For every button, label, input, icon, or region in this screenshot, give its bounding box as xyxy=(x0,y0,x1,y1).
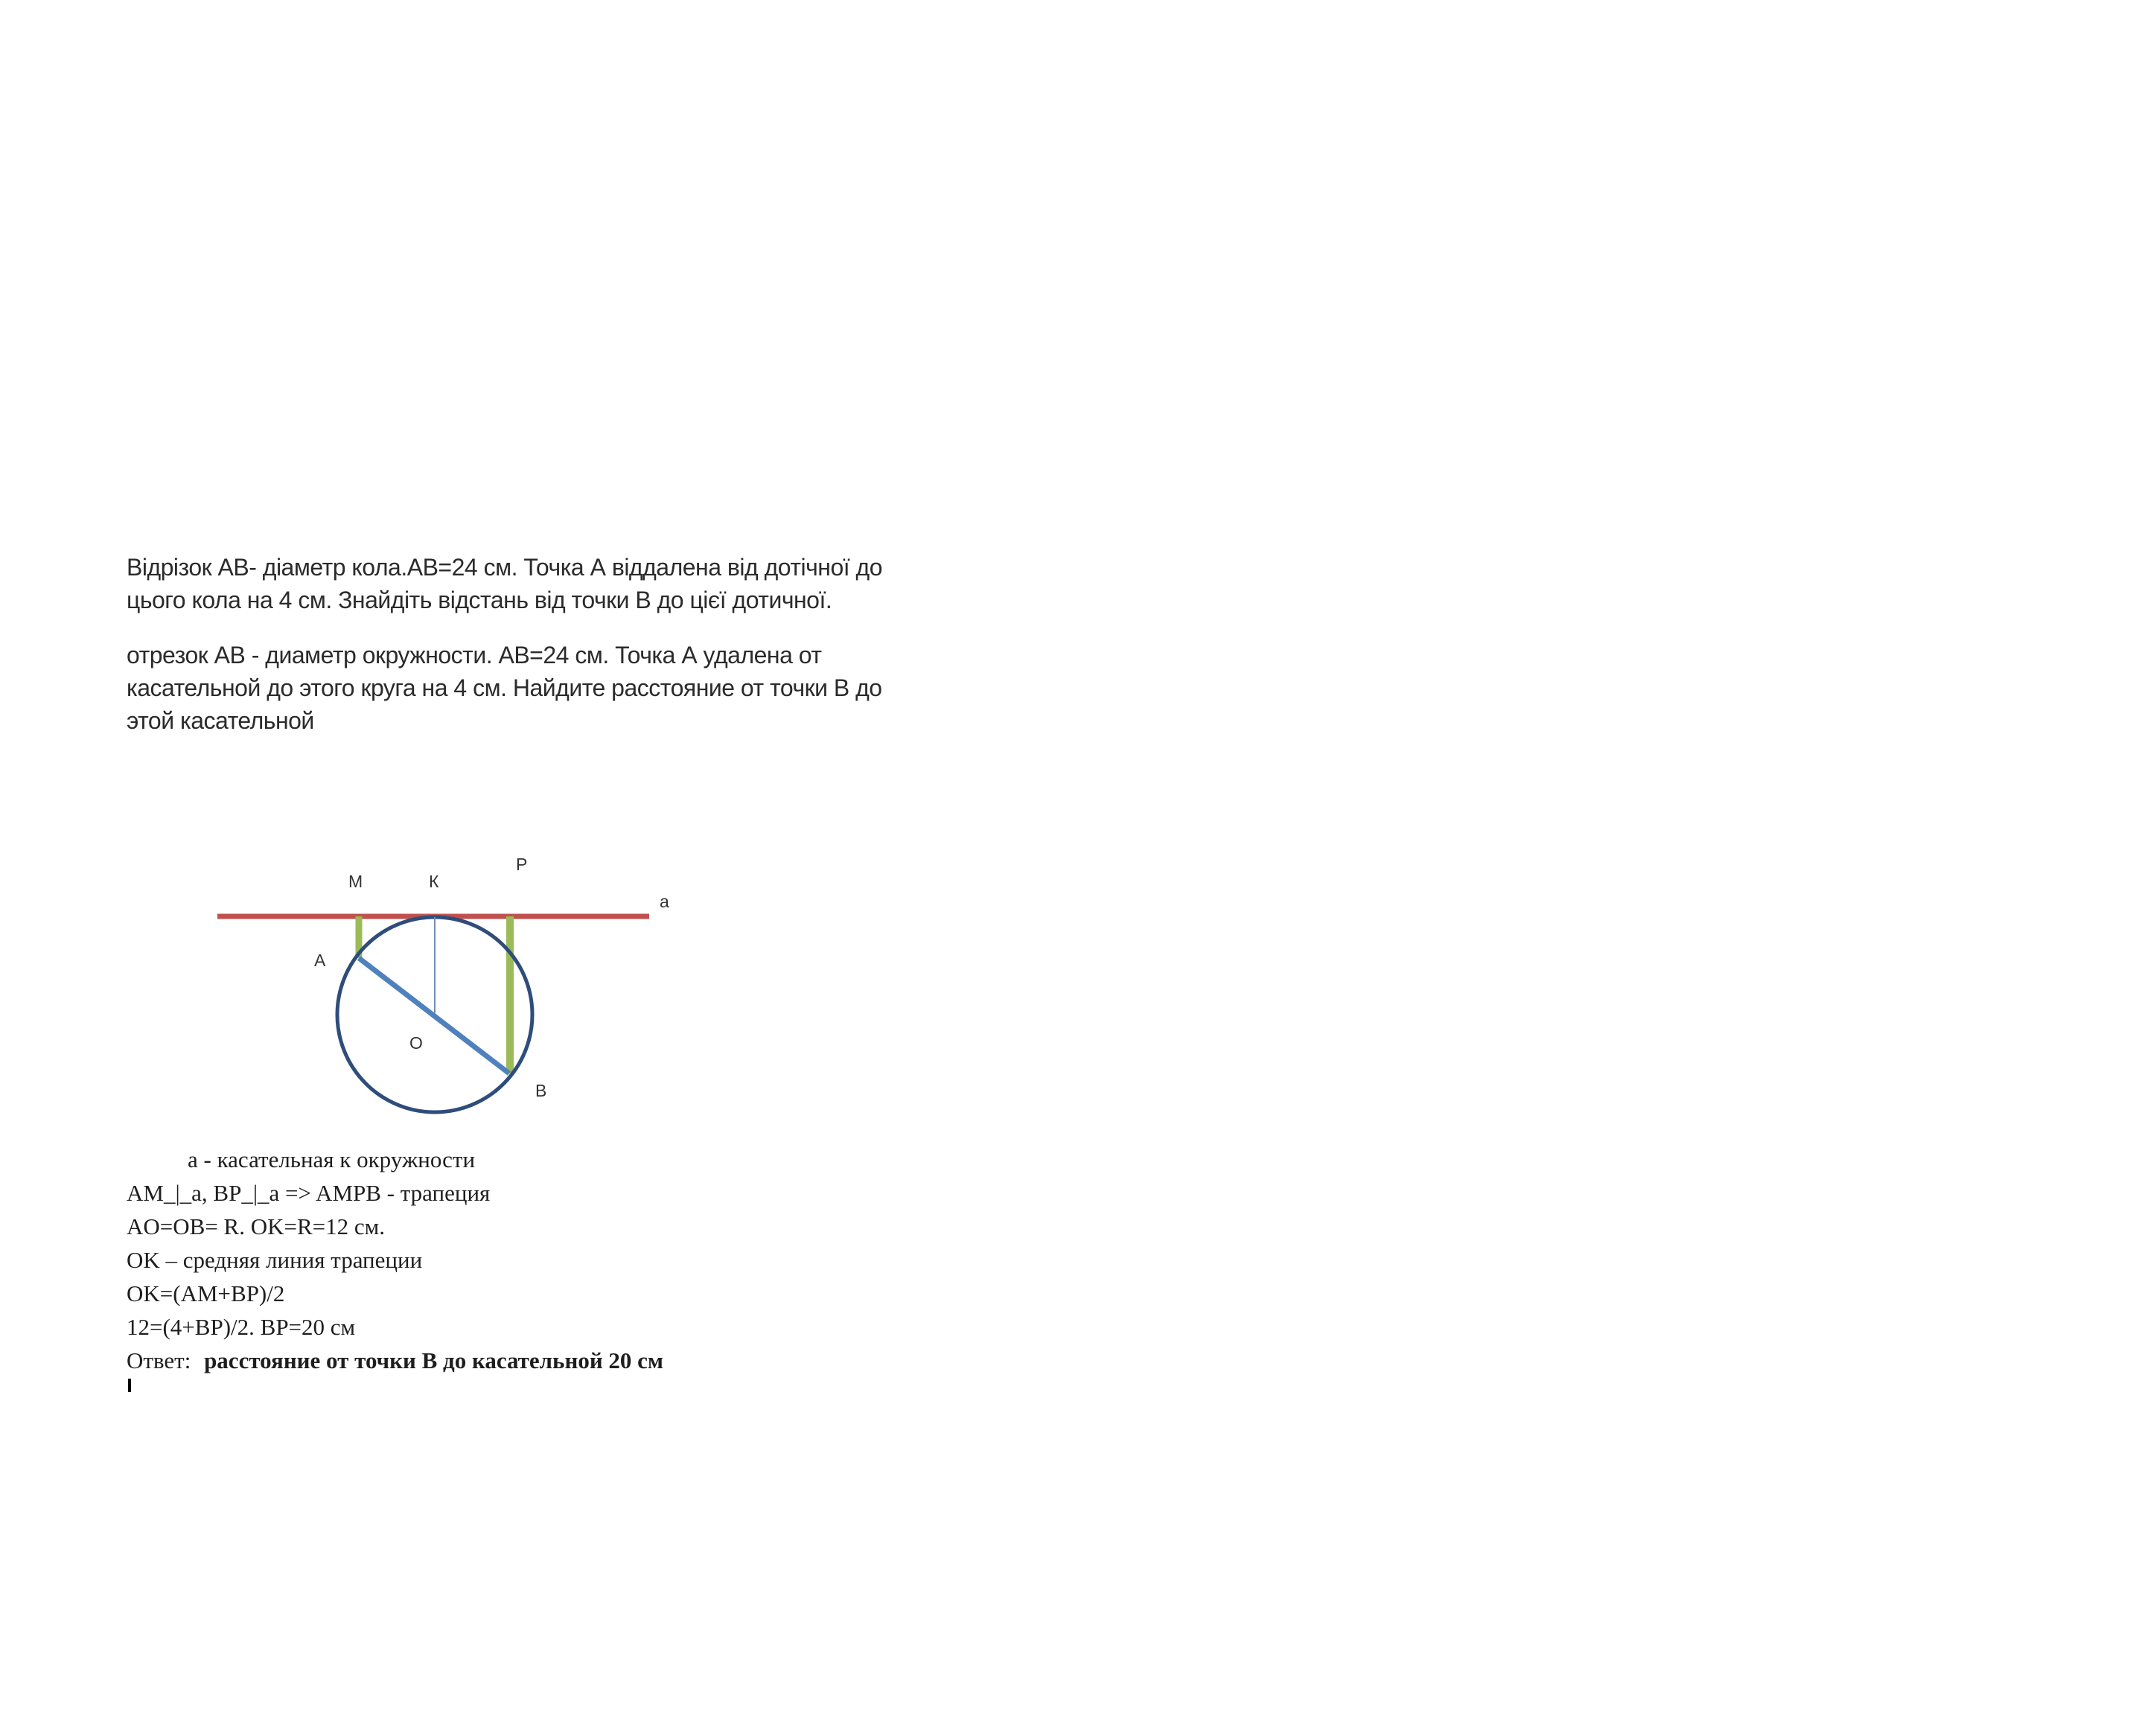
problem-ru-line-1: отрезок АВ - диаметр окружности. АВ=24 см. Точка А удалена от xyxy=(127,642,822,668)
text-cursor xyxy=(128,1379,131,1392)
solution-block xyxy=(127,1143,797,1377)
label-m: М xyxy=(348,872,363,891)
label-a-point: А xyxy=(314,951,326,970)
label-a-line: а xyxy=(660,892,669,911)
problem-statement-russian xyxy=(127,639,960,737)
problem-ru-line-2: касательной до этого круга на 4 см. Найдите расстояние от точки В до xyxy=(127,674,882,701)
label-k: К xyxy=(429,872,439,891)
solution-line-5: OK=(AM+BP)/2 xyxy=(127,1280,285,1306)
answer-label: Ответ: xyxy=(127,1347,191,1373)
solution-line-2: AM_|_a, BP_|_a => AMPB - трапеция xyxy=(127,1180,491,1206)
solution-line-4: OK – средняя линия трапеции xyxy=(127,1247,423,1273)
label-b: В xyxy=(535,1081,547,1100)
answer-text: расстояние от точки В до касательной 20 см xyxy=(204,1347,664,1373)
solution-line-6: 12=(4+BP)/2. BP=20 см xyxy=(127,1314,356,1340)
solution-line-3: AO=OB= R. OK=R=12 см. xyxy=(127,1213,386,1239)
solution-line-1: a - касательная к окружности xyxy=(188,1146,476,1172)
problem-statement-ukrainian xyxy=(127,551,960,616)
problem-ua-line-1: Відрізок АВ- діаметр кола.АВ=24 см. Точка А віддалена від дотічної до xyxy=(127,554,882,581)
geometry-figure xyxy=(194,845,715,1143)
answer-line xyxy=(127,1344,797,1377)
label-o: О xyxy=(409,1033,423,1053)
problem-ua-line-2: цього кола на 4 см. Знайдіть відстань від точки В до цієї дотичної. xyxy=(127,587,832,613)
problem-ru-line-3: этой касательной xyxy=(127,707,314,734)
label-p: Р xyxy=(516,855,528,874)
